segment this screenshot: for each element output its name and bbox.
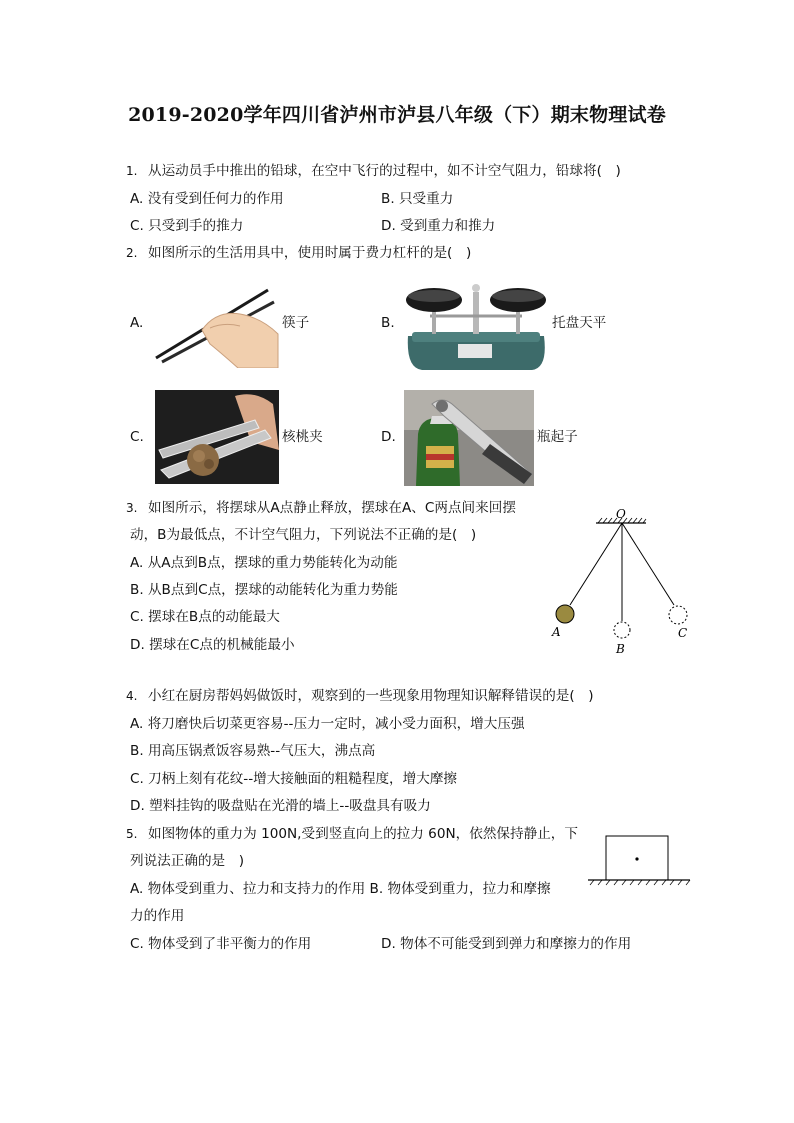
fig-label-a: A <box>552 625 561 639</box>
question-number: 4. <box>126 689 138 703</box>
q3-option-a: A. 从A点到B点，摆球的重力势能转化为动能 <box>130 555 398 571</box>
q3-option-c: C. 摆球在B点的动能最大 <box>130 609 280 625</box>
question-5-stem-line-2: 列说法正确的是 ) <box>130 853 245 869</box>
question-number: 1. <box>126 164 138 178</box>
q5-option-b-cont: 力的作用 <box>130 908 185 924</box>
q2-option-a-letter: A. <box>130 315 144 331</box>
pendulum-diagram <box>540 505 700 665</box>
q2-option-d-label: 瓶起子 <box>537 429 578 445</box>
q2-option-b-letter: B. <box>381 315 395 331</box>
nutcracker-image <box>155 390 279 484</box>
question-text: 小红在厨房帮妈妈做饭时，观察到的一些现象用物理知识解释错误的是( ) <box>148 688 594 704</box>
q2-option-c-letter: C. <box>130 429 144 445</box>
balance-scale-image <box>402 276 550 372</box>
q5-option-a-b: A. 物体受到重力、拉力和支持力的作用 B. 物体受到重力，拉力和摩擦 <box>130 881 551 897</box>
q3-option-b: B. 从B点到C点，摆球的动能转化为重力势能 <box>130 582 398 598</box>
bottle-opener-image <box>404 390 534 486</box>
question-2-stem <box>126 244 471 262</box>
q5-option-c: C. 物体受到了非平衡力的作用 <box>130 936 312 952</box>
q3-option-d: D. 摆球在C点的机械能最小 <box>130 637 295 653</box>
question-1-stem <box>126 162 621 180</box>
block-on-ground-diagram <box>586 832 692 888</box>
question-text: 如图所示的生活用具中，使用时属于费力杠杆的是( ) <box>148 245 472 261</box>
question-5-stem-line-1 <box>126 825 578 843</box>
question-3-stem-line-2: 动，B为最低点，不计空气阻力，下列说法不正确的是( ) <box>130 527 477 543</box>
q2-option-a-label: 筷子 <box>282 315 310 331</box>
fig-label-c: C <box>678 626 688 640</box>
chopsticks-image <box>150 282 280 368</box>
question-number: 5. <box>126 827 138 841</box>
q1-option-d: D. 受到重力和推力 <box>381 218 496 234</box>
fig-label-b: B <box>616 642 625 656</box>
q1-option-c: C. 只受到手的推力 <box>130 218 244 234</box>
q4-option-b: B. 用高压锅煮饭容易熟--气压大，沸点高 <box>130 743 376 759</box>
question-text: 如图物体的重力为 100N,受到竖直向上的拉力 60N，依然保持静止，下 <box>148 826 578 842</box>
q2-option-b-label: 托盘天平 <box>552 315 607 331</box>
page-title: 2019-2020学年四川省泸州市泸县八年级（下）期末物理试卷 <box>128 104 666 126</box>
q2-option-d-letter: D. <box>381 429 396 445</box>
question-text: 如图所示，将摆球从A点静止释放，摆球在A、C两点间来回摆 <box>148 500 516 516</box>
q4-option-d: D. 塑料挂钩的吸盘贴在光滑的墙上--吸盘具有吸力 <box>130 798 431 814</box>
question-number: 3. <box>126 501 138 515</box>
q5-option-d: D. 物体不可能受到到弹力和摩擦力的作用 <box>381 936 632 952</box>
question-text: 从运动员手中推出的铅球，在空中飞行的过程中，如不计空气阻力，铅球将( ) <box>148 163 621 179</box>
question-number: 2. <box>126 246 138 260</box>
question-4-stem <box>126 687 594 705</box>
q4-option-a: A. 将刀磨快后切菜更容易--压力一定时，减小受力面积，增大压强 <box>130 716 525 732</box>
q2-option-c-label: 核桃夹 <box>282 429 323 445</box>
q1-option-a: A. 没有受到任何力的作用 <box>130 191 284 207</box>
q4-option-c: C. 刀柄上刻有花纹--增大接触面的粗糙程度，增大摩擦 <box>130 771 458 787</box>
fig-label-o: O <box>616 507 626 521</box>
question-3-stem-line-1 <box>126 499 516 517</box>
q1-option-b: B. 只受重力 <box>381 191 454 207</box>
